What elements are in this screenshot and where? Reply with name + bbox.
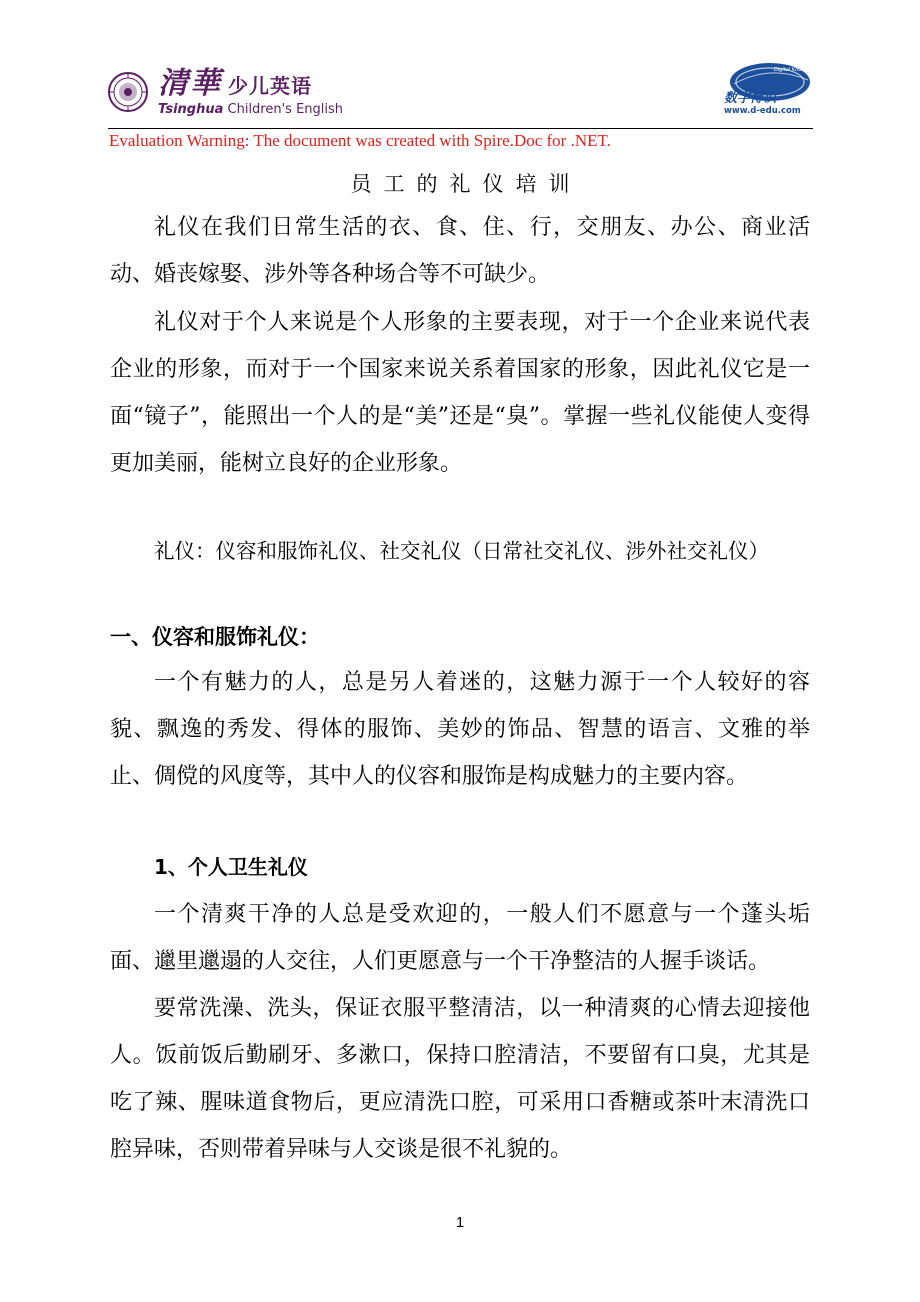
tsinghua-seal-icon xyxy=(108,72,148,112)
page-header xyxy=(108,60,836,130)
brand-cn-line xyxy=(158,65,343,101)
document-title: 员工的礼仪培训 xyxy=(350,172,582,196)
brand-cn-product: 少儿英语 xyxy=(228,73,312,98)
logo-url: www.d-edu.com xyxy=(724,106,801,116)
logo-name: 数字博识 xyxy=(724,91,777,106)
paragraph-intro-1: 礼仪在我们日常生活的衣、食、住、行，交朋友、办公、商业活动、婚丧嫁娶、涉外等各种场合等不可缺少。 xyxy=(110,215,810,287)
brand-en-line xyxy=(158,103,343,116)
page-number: 1 xyxy=(455,1214,465,1231)
paragraph-section-1: 一个有魅力的人，总是另人着迷的，这魅力源于一个人较好的容貌、飘逸的秀发、得体的服饰、美妙的饰品、智慧的语言、文雅的举止、倜傥的风度等，其中人的仪容和服饰是构成魅力的主要内容。 xyxy=(110,670,810,789)
paragraph-subsection-1b: 要常洗澡、洗头，保证衣服平整清洁，以一种清爽的心情去迎接他人。饭前饭后勤刷牙、多漱口，保持口腔清洁，不要留有口臭，尤其是吃了辣、腥味道食物后，更应清洗口腔，可采用口香糖或茶叶末清洗口腔异味，否则带着异味与人交谈是很不礼貌的。 xyxy=(110,996,810,1162)
brand-cn-name: 清華 xyxy=(158,65,222,101)
section-heading-1: 一、仪容和服饰礼仪： xyxy=(110,625,320,649)
brand-en-name: Tsinghua xyxy=(158,101,224,117)
subsection-heading-1: 1、个人卫生礼仪 xyxy=(154,855,308,879)
brand-text xyxy=(158,65,344,117)
digital-knowledge-logo xyxy=(718,60,836,120)
tsinghua-logo xyxy=(108,66,343,118)
paragraph-subsection-1a: 一个清爽干净的人总是受欢迎的，一般人们不愿意与一个蓬头垢面、邋里邋遢的人交往，人们更愿意与一个干净整洁的人握手谈话。 xyxy=(110,902,810,974)
logo-tagline: Digital Knowledge World xyxy=(774,67,836,73)
paragraph-intro-2: 礼仪对于个人来说是个人形象的主要表现，对于一个企业来说代表企业的形象，而对于一个国家来说关系着国家的形象，因此礼仪它是一面“镜子”，能照出一个人的是“美”还是“臭”。掌握一些礼仪能使人变得更加美丽，能树立良好的企业形象。 xyxy=(110,310,810,476)
paragraph-summary: 礼仪：仪容和服饰礼仪、社交礼仪（日常社交礼仪、涉外社交礼仪） xyxy=(154,539,769,563)
evaluation-warning: Evaluation Warning: The document was created with Spire.Doc for .NET. xyxy=(109,131,611,150)
brand-en-product: Children's English xyxy=(227,101,344,117)
header-divider xyxy=(108,128,813,129)
